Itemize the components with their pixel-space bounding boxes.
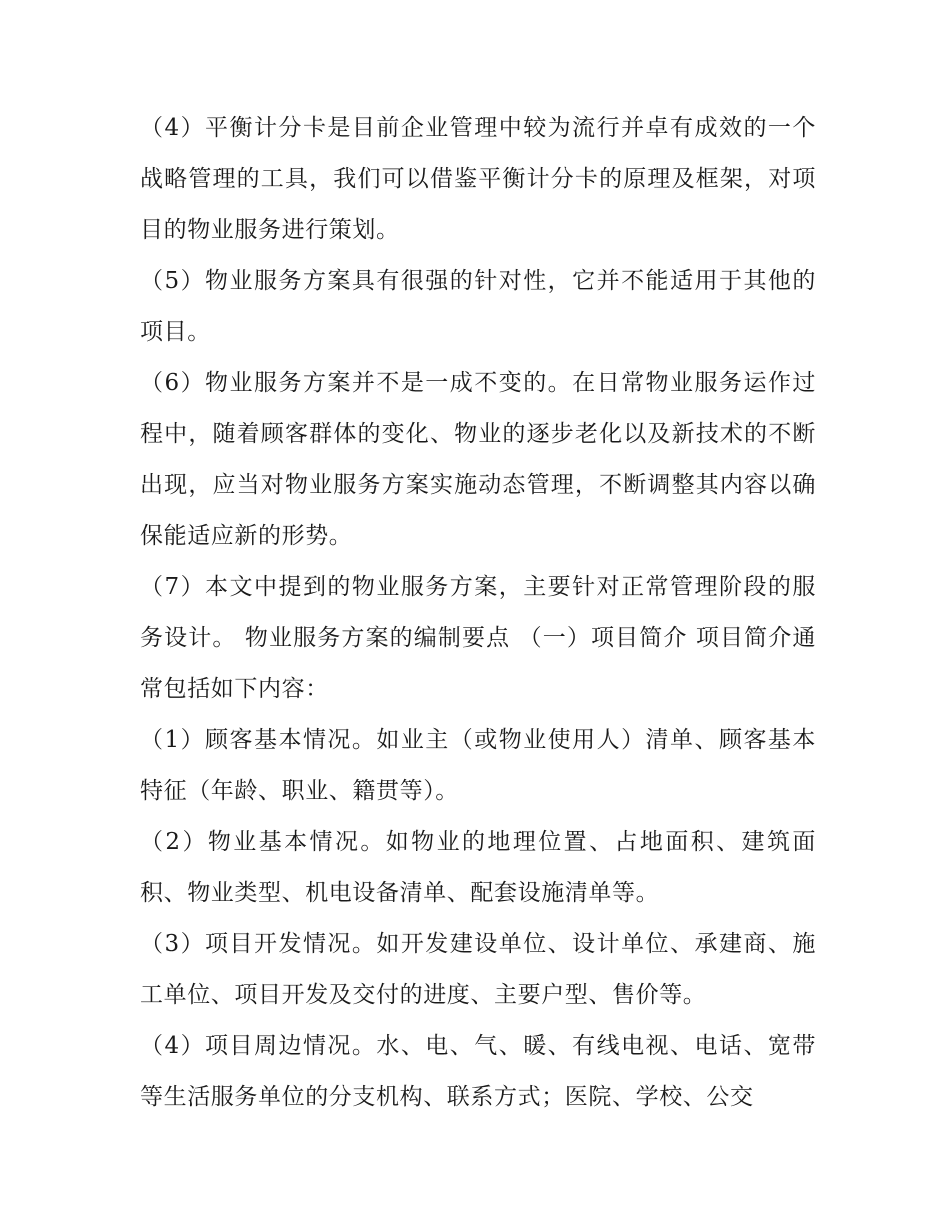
- paragraph-surroundings-info: （4）项目周边情况。水、电、气、暖、有线电视、电话、宽带等生活服务单位的分支机构、联系方式；医院、学校、公交: [140, 1033, 816, 1110]
- paragraph-dynamic-management: （6）物业服务方案并不是一成不变的。在日常物业服务运作过程中，随着顾客群体的变化、物业的逐步老化以及新技术的不断出现，应当对物业服务方案实施动态管理，不断调整其内容以确保能适应新的形势。: [140, 370, 816, 549]
- paragraph-scope-and-project-intro: （7）本文中提到的物业服务方案，主要针对正常管理阶段的服务设计。 物业服务方案的编制要点 （一）项目简介 项目简介通常包括如下内容：: [140, 574, 816, 702]
- paragraph-customer-info: （1）顾客基本情况。如业主（或物业使用人）清单、顾客基本特征（年龄、职业、籍贯等）。: [140, 727, 816, 804]
- paragraph-balanced-scorecard: （4）平衡计分卡是目前企业管理中较为流行并卓有成效的一个战略管理的工具，我们可以借鉴平衡计分卡的原理及框架，对项目的物业服务进行策划。: [140, 115, 816, 243]
- paragraph-specificity: （5）物业服务方案具有很强的针对性，它并不能适用于其他的项目。: [140, 268, 816, 345]
- paragraph-property-info: （2）物业基本情况。如物业的地理位置、占地面积、建筑面积、物业类型、机电设备清单、配套设施清单等。: [140, 829, 816, 906]
- document-body: [140, 103, 816, 1123]
- paragraph-development-info: （3）项目开发情况。如开发建设单位、设计单位、承建商、施工单位、项目开发及交付的进度、主要户型、售价等。: [140, 931, 816, 1008]
